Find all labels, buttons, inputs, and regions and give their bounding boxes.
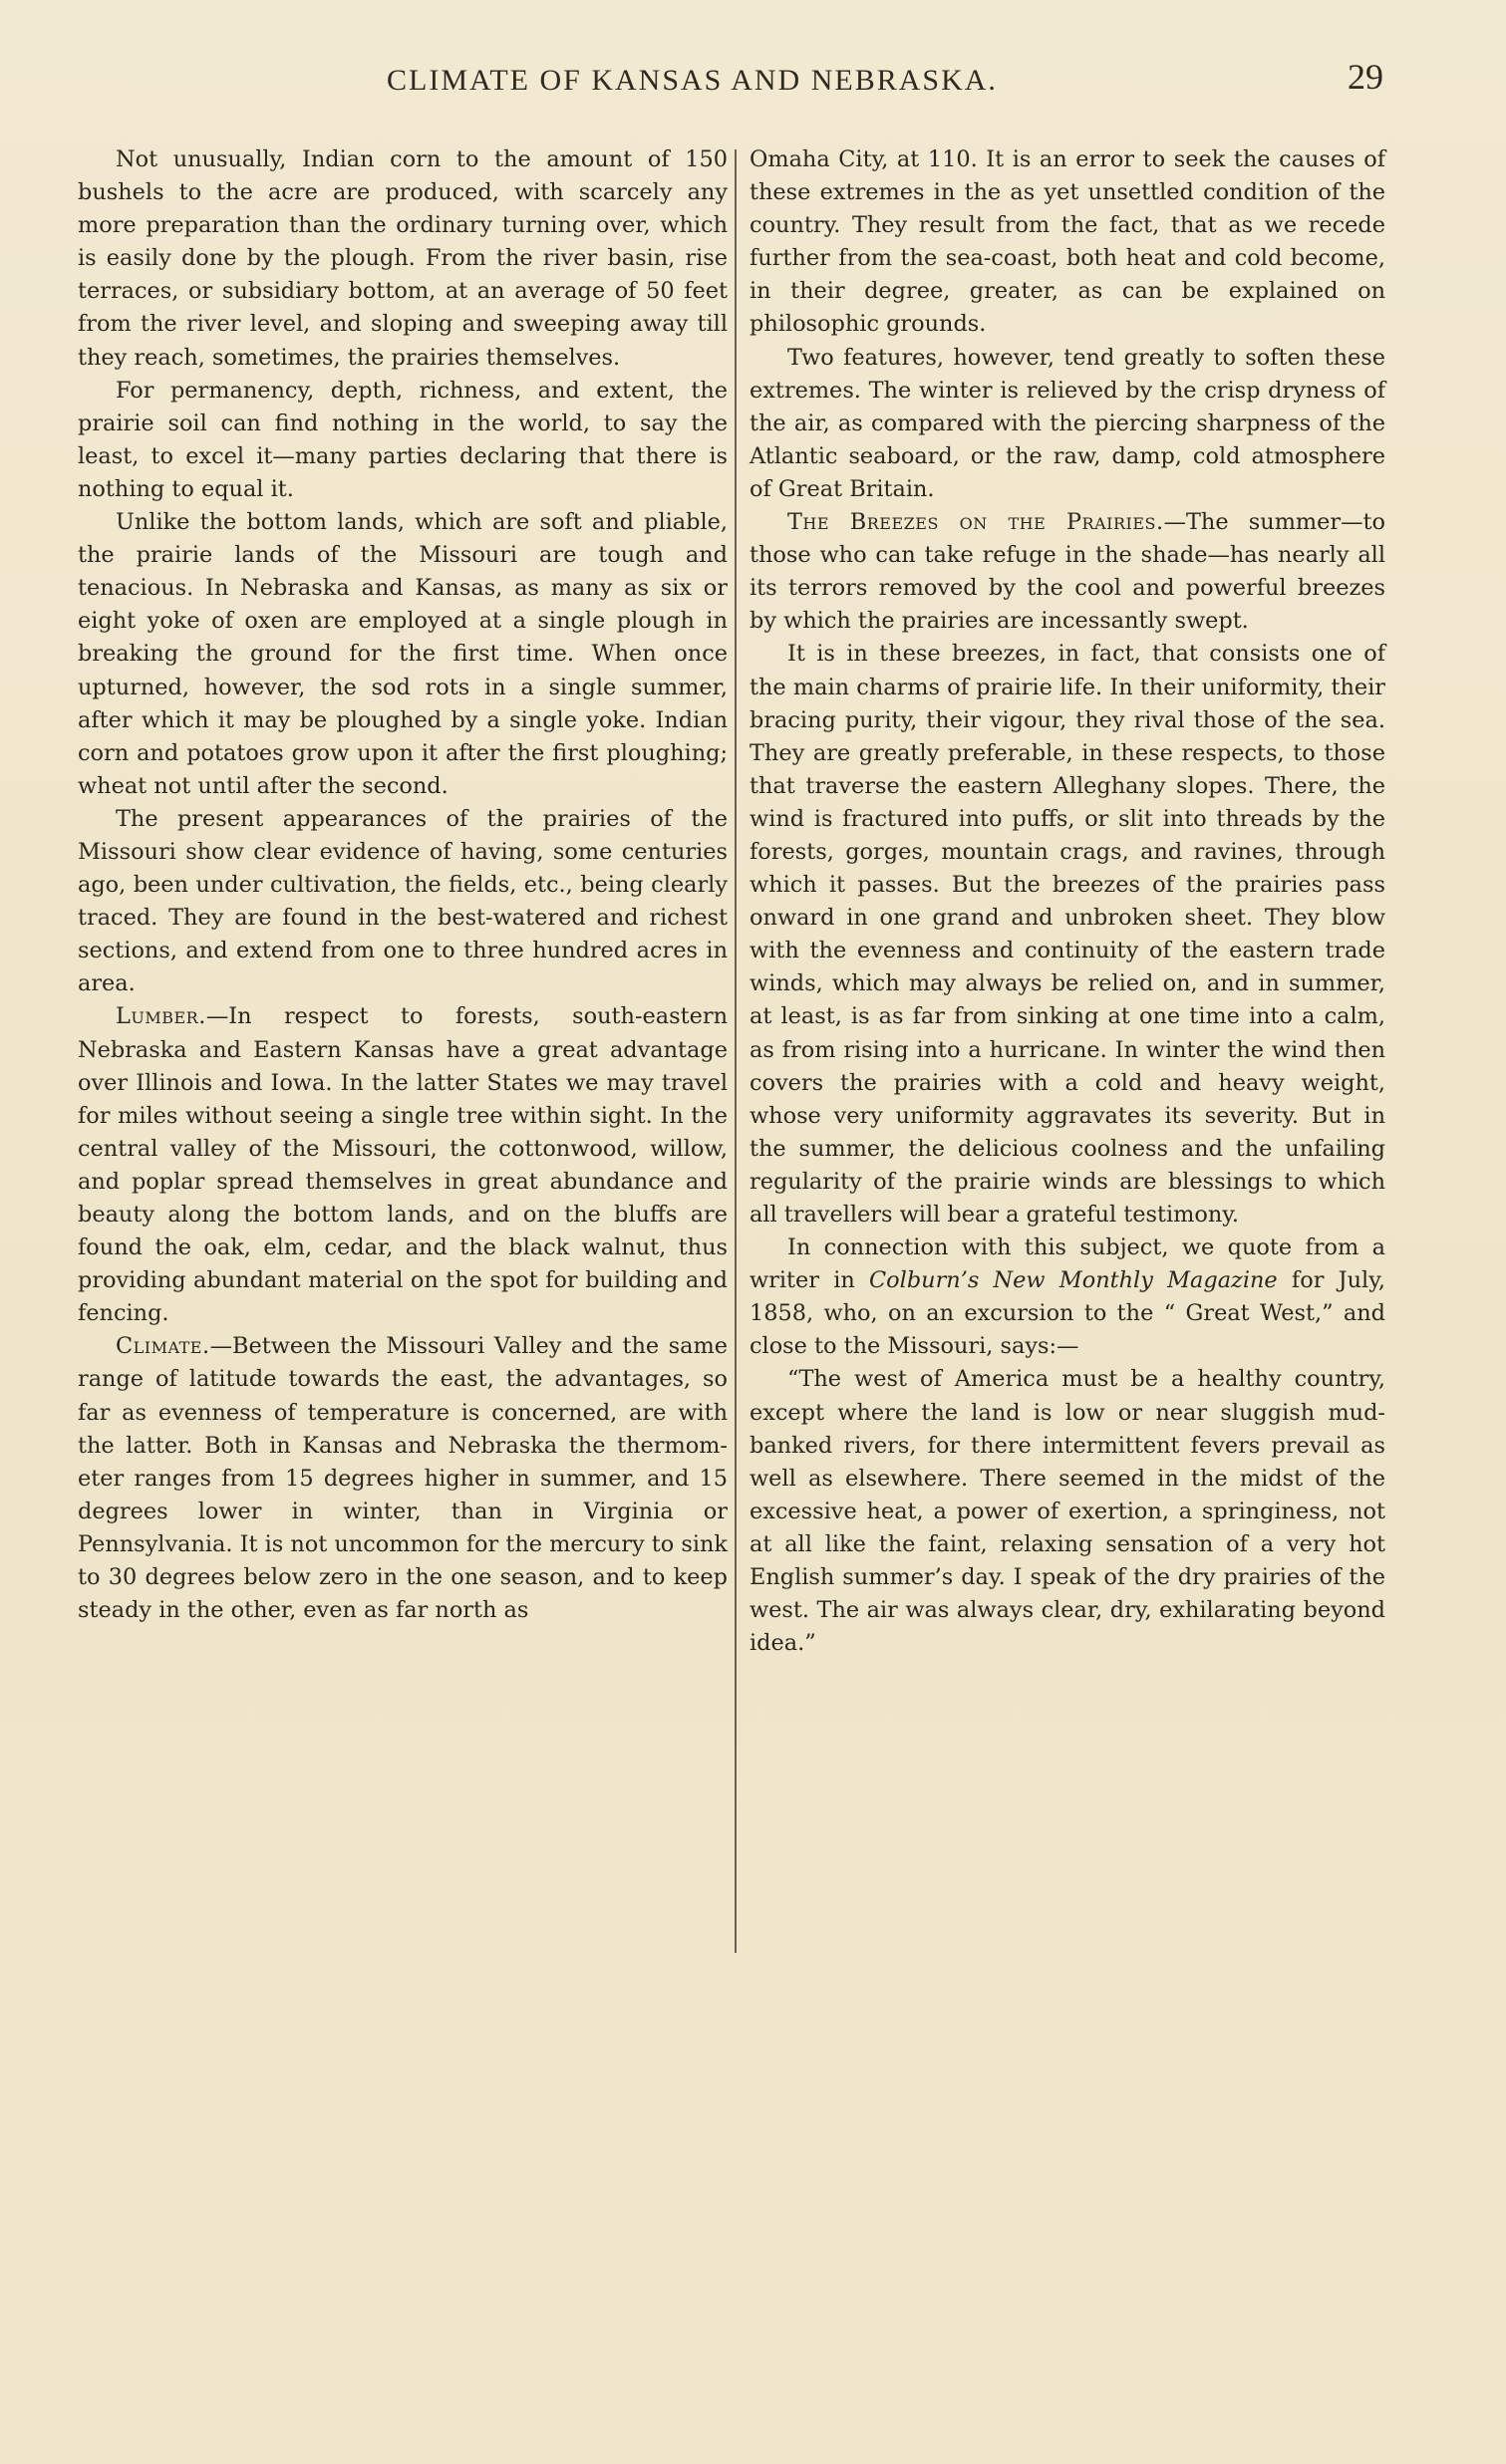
paragraph-text: —The summer—to those who can take refuge in the shade—has nearly all its terrors removed by the cool and powerful breezes by which the prairies are incessantly swept. (750, 509, 1385, 635)
quotation: “The west of America must be a healthy country, except where the land is low or near sluggish mud-banked rivers, for there intermittent fevers prevail as well as elsewhere. There seemed in the midst of the excessive heat, a power of exertion, a springiness, not at all like the faint, relaxing sensation of a very hot English summer’s day. I speak of the dry prairies of the west. The air was always clear, dry, exhilarating beyond idea.” (750, 1366, 1385, 1657)
paragraph: Unlike the bottom lands, which are soft and pliable, the prairie lands of the Missouri are tough and tenacious. In Nebraska and Kansas, as many as six or eight yoke of oxen are employed at a single plough in breaking the ground for the first time. When once upturned, however, the sod rots in a single summer, after which it may be ploughed by a single yoke. Indian corn and potatoes grow upon it after the first ploughing; wheat not until after the second. (78, 509, 728, 799)
paragraph-climate (78, 1330, 728, 1627)
left-column (78, 143, 728, 1627)
paragraph: Two features, however, tend greatly to soften these extremes. The winter is relieved by the crisp dryness of the air, as compared with the piercing sharpness of the Atlantic seaboard, or the raw, damp, cold atmosphere of Great Britain. (750, 344, 1385, 502)
paragraph-text: —Between the Missouri Valley and the same range of latitude towards the east, the advantages, so far as evenness of temperature is concerned, are with the latter. Both in Kansas and Nebraska the thermometer ranges from 15 degrees higher in summer, and 15 degrees lower in winter, than in Virginia or Pennsylvania. It is not uncommon for the mercury to sink to 30 degrees below zero in the one season, and to keep steady in the other, even as far north as (78, 1333, 728, 1624)
magazine-title: Colburn’s New Monthly Magazine (869, 1267, 1278, 1294)
paragraph-quote-intro (750, 1232, 1385, 1363)
paragraph: For permanency, depth, richness, and extent, the prairie soil can find nothing in the world, to say the least, to excel it—many parties declaring that there is nothing to equal it. (78, 377, 728, 502)
paragraph: It is in these breezes, in fact, that consists one of the main charms of prairie life. In their uniformity, their bracing purity, their vigour, they rival those of the sea. They are greatly preferable, in these respects, to those that traverse the eastern Alleghany slopes. There, the wind is fractured into puffs, or slit into threads by the forests, gorges, mountain crags, and ravines, through which it passes. But the breezes of the prairies pass onward in one grand and unbroken sheet. They blow with the evenness and continuity of the eastern trade winds, which may always be relied on, and in summer, at least, is as far from sinking at one time into a calm, as from rising into a hurricane. In winter the wind then covers the prairies with a cold and heavy weight, whose very uniformity aggravates its severity. But in the summer, the delicious coolness and the unfailing regularity of the prairie winds are blessings to which all travellers will bear a grateful testimony. (750, 641, 1385, 1228)
running-head: CLIMATE OF KANSAS AND NEBRASKA. (387, 64, 998, 97)
page-number: 29 (1348, 57, 1383, 97)
section-heading-lumber: Lumber. (116, 1003, 206, 1030)
section-heading-breezes: The Breezes on the Prairies. (787, 509, 1164, 536)
paragraph-text: —In respect to forests, south-eastern Nebraska and Eastern Kansas have a great advantage over Illinois and Iowa. In the latter States we may travel for miles without seeing a single tree within sight. In the central valley of the Missouri, the cottonwood, willow, and poplar spread themselves in great abundance and beauty along the bottom lands, and on the bluffs are found the oak, elm, cedar, and the black walnut, thus providing abundant material on the spot for building and fencing. (78, 1003, 728, 1327)
right-column (750, 143, 1385, 1660)
paragraph-lumber (78, 1000, 728, 1330)
column-divider (735, 149, 737, 1953)
paragraph: Not unusually, Indian corn to the amount of 150 bushels to the acre are produced, with scarcely any more preparation than the ordinary turning over, which is easily done by the plough. From the river basin, rise terraces, or subsidiary bottom, at an average of 50 feet from the river level, and sloping and sweeping away till they reach, sometimes, the prairies themselves. (78, 146, 728, 371)
paragraph: The present appearances of the prairies of the Missouri show clear evidence of having, some centuries ago, been under cultivation, the fields, etc., being clearly traced. They are found in the best-watered and richest sections, and extend from one to three hundred acres in area. (78, 805, 728, 997)
paragraph-text: for July, 1858, who, on an excursion to the “ Great West,” and close to the Missouri, says:— (750, 1267, 1385, 1360)
paragraph-continued: Omaha City, at 110. It is an error to seek the causes of these extremes in the as yet unsettled condition of the country. They result from the fact, that as we recede further from the sea-coast, both heat and cold become, in their degree, greater, as can be explained on philosophic grounds. (750, 146, 1385, 338)
paragraph-breezes (750, 506, 1385, 638)
section-heading-climate: Climate. (116, 1333, 210, 1360)
paragraph-text: In connection with this subject, we quote from a writer in (750, 1234, 1385, 1294)
